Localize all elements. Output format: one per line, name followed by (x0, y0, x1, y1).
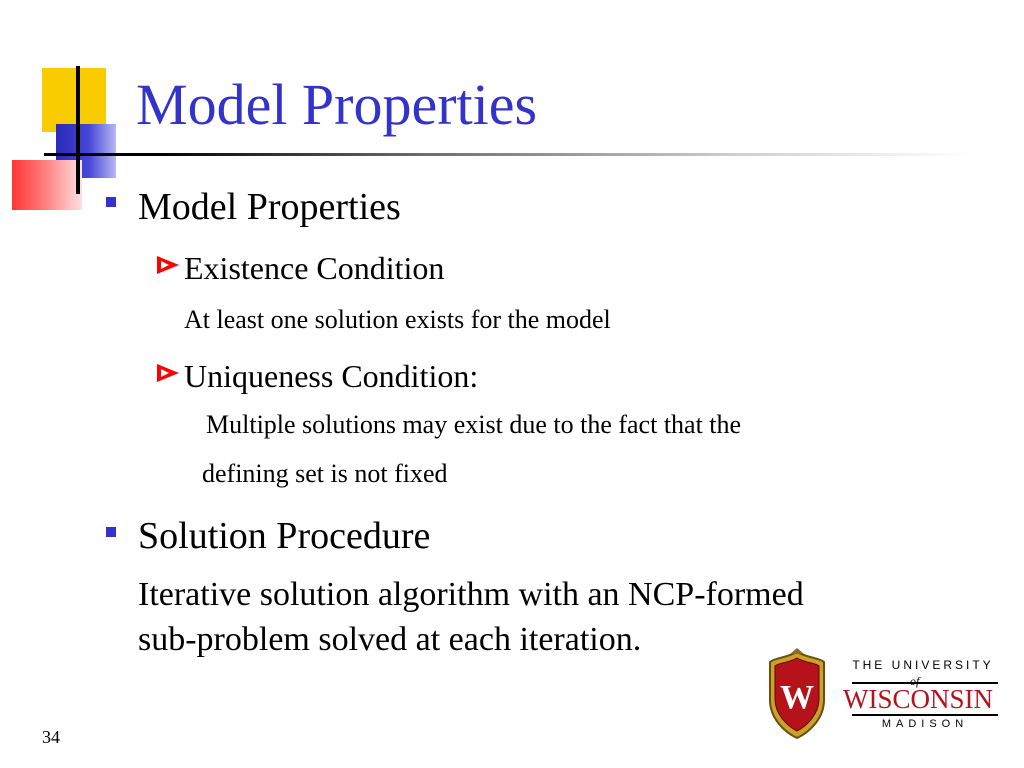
solution-procedure-detail-line-1: Iterative solution algorithm with an NCP-formed (138, 576, 804, 613)
crest-icon (766, 648, 828, 740)
crest-letter: W (780, 679, 814, 716)
existence-condition-detail: At least one solution exists for the model (184, 305, 611, 334)
existence-condition-heading: Existence Condition (184, 250, 445, 286)
decorative-vertical-line (76, 66, 80, 194)
page-number: 34 (42, 727, 60, 747)
slide-title: Model Properties (136, 72, 538, 137)
uniqueness-condition-detail-line-2: defining set is not fixed (202, 459, 448, 488)
university-logo (766, 648, 1006, 740)
title-underline (44, 153, 974, 156)
logo-rule-bottom (852, 714, 998, 716)
logo-name: WISCONSIN (842, 684, 993, 714)
decorative-red-square (12, 160, 82, 210)
solution-procedure-detail-line-2: sub-problem solved at each iteration. (138, 621, 642, 658)
logo-line-bottom: MADISON (881, 718, 969, 730)
square-bullet-icon (106, 197, 116, 207)
logo-line-of: of (910, 674, 920, 688)
uniqueness-condition-heading: Uniqueness Condition: (184, 358, 479, 394)
arrow-bullet-icon (156, 254, 180, 276)
uniqueness-condition-detail-line-1: Multiple solutions may exist due to the fact that the (206, 410, 742, 439)
bullet-solution-procedure: Solution Procedure (138, 515, 431, 557)
square-bullet-icon (106, 527, 116, 537)
logo-line-top: THE UNIVERSITY (852, 658, 994, 672)
decorative-yellow-square (42, 68, 106, 132)
arrow-bullet-icon (156, 362, 180, 384)
bullet-model-properties: Model Properties (138, 186, 401, 228)
